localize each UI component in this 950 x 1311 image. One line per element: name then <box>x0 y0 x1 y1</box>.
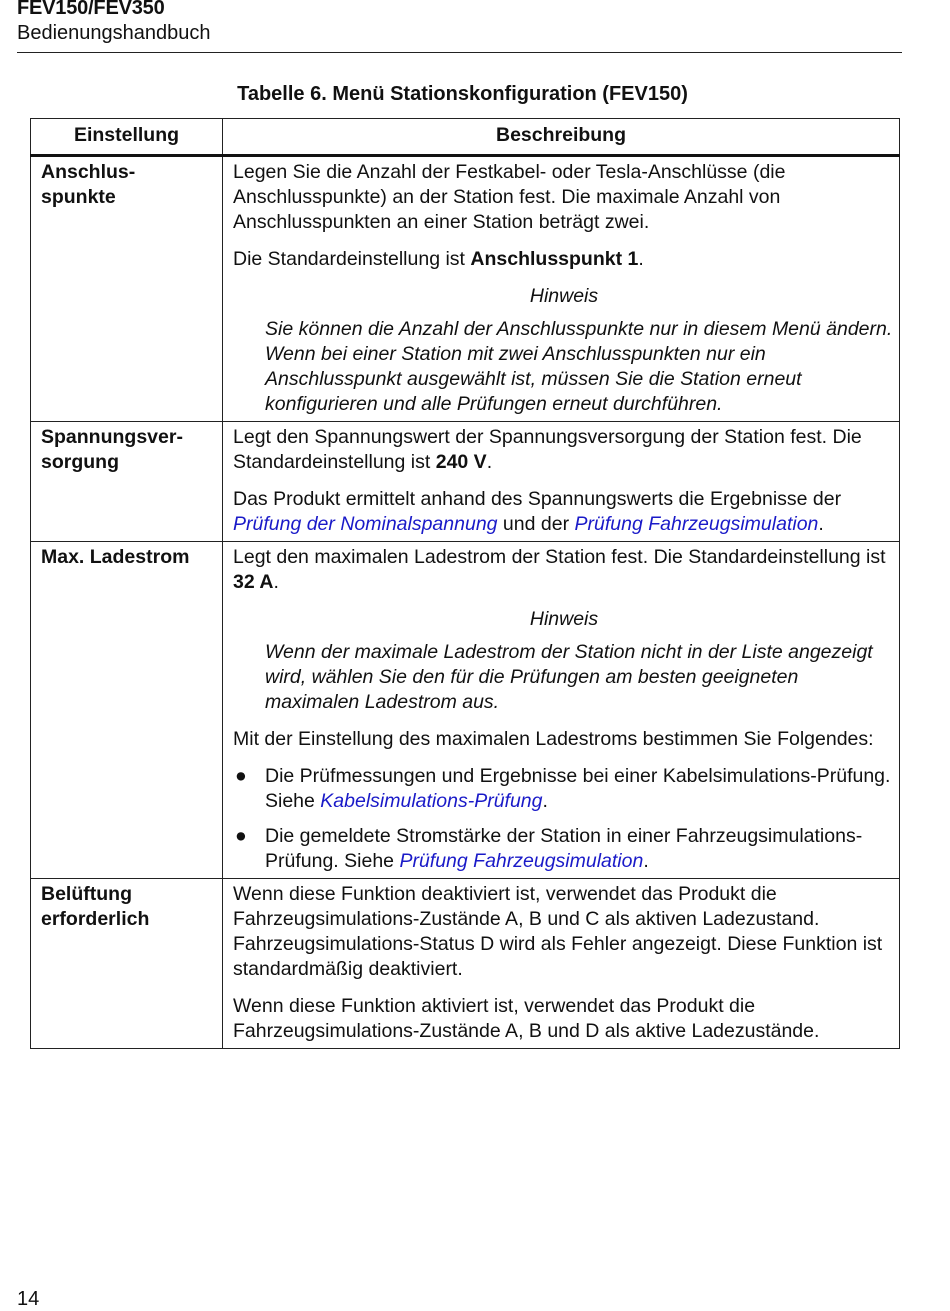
column-header-description: Beschreibung <box>223 119 900 156</box>
setting-name-cont: erforderlich <box>41 908 150 930</box>
setting-name: Belüftung <box>41 883 132 905</box>
header-divider <box>17 52 902 53</box>
default-value: 240 V <box>435 451 487 473</box>
default-value-paragraph: Die Standardeinstellung ist Anschlusspunkt 1. <box>233 248 644 270</box>
note-text: Wenn der maximale Ladestrom der Station nicht in der Liste angezeigt wird, wählen Sie den für die Prüfungen am besten geeigneten maximalen Ladestrom aus. <box>265 641 873 713</box>
table-header-row <box>31 119 900 156</box>
description-paragraph: Legen Sie die Anzahl der Festkabel- oder Tesla-Anschlüsse (die Anschlusspunkte) an der Station fest. Die maximale Anzahl von Anschlusspunkten an einer Station beträgt zwei. <box>233 161 786 233</box>
description-paragraph: Legt den maximalen Ladestrom der Station fest. Die Standardeinstellung ist 32 A. <box>233 546 886 593</box>
column-header-setting: Einstellung <box>31 119 223 156</box>
note-text: Sie können die Anzahl der Anschlusspunkte nur in diesem Menü ändern. Wenn bei einer Station mit zwei Anschlusspunkten nur ein Anschlusspunkt ausgewählt ist, müssen Sie die Station erneut konfigurieren und alle Prüfungen erneut durchführen. <box>265 318 893 415</box>
description-paragraph: Legt den Spannungswert der Spannungsversorgung der Station fest. Die Standardeinstellung ist 240 V. <box>233 426 862 473</box>
default-value: 32 A <box>233 571 274 593</box>
note-title: Hinweis <box>529 285 599 307</box>
document-subtitle: Bedienungshandbuch <box>17 22 211 44</box>
page-header <box>17 0 902 46</box>
bullet-list <box>233 764 895 874</box>
setting-name: Spannungsver- <box>41 426 183 448</box>
setting-cell <box>31 156 223 422</box>
product-name: FEV150/FEV350 <box>17 0 165 19</box>
station-config-table <box>30 118 900 1049</box>
table-row <box>31 542 900 879</box>
description-cell <box>223 422 900 542</box>
setting-cell <box>31 422 223 542</box>
link-nominal-voltage-test[interactable]: Prüfung der Nominalspannung <box>233 513 498 535</box>
setting-name-cont: spunkte <box>41 186 116 208</box>
page-number: 14 <box>17 1288 40 1310</box>
description-paragraph: Wenn diese Funktion aktiviert ist, verwendet das Produkt die Fahrzeugsimulations-Zustände A, B und D als aktive Ladezustände. <box>233 995 820 1042</box>
bullet-icon: ● <box>235 825 247 847</box>
table-row <box>31 156 900 422</box>
description-paragraph: Das Produkt ermittelt anhand des Spannungswerts die Ergebnisse der Prüfung der Nominalspannung und der Prüfung Fahrzeugsimulation. <box>233 488 842 535</box>
table-row <box>31 879 900 1049</box>
link-vehicle-simulation-test[interactable]: Prüfung Fahrzeugsimulation <box>574 513 819 535</box>
setting-name: Max. Ladestrom <box>41 546 190 568</box>
note-title: Hinweis <box>529 608 599 630</box>
default-value: Anschlusspunkt 1 <box>470 248 639 270</box>
list-item: ● Die gemeldete Stromstärke der Station in einer Fahrzeugsimulations-Prüfung. Siehe Prüfung Fahrzeugsimulation. <box>235 825 863 872</box>
link-cable-simulation-test[interactable]: Kabelsimulations-Prüfung <box>320 790 543 812</box>
table-caption: Tabelle 6. Menü Stationskonfiguration (FEV150) <box>237 83 688 105</box>
bullet-icon: ● <box>235 765 247 787</box>
description-paragraph: Wenn diese Funktion deaktiviert ist, verwendet das Produkt die Fahrzeugsimulations-Zustände A, B und C als aktiven Ladezustand. Fahrzeugsimulations-Status D wird als Fehler angezeigt. Diese Funktion ist standardmäßig deaktiviert. <box>233 883 883 980</box>
description-cell <box>223 156 900 422</box>
setting-cell <box>31 542 223 879</box>
description-paragraph: Mit der Einstellung des maximalen Ladestroms bestimmen Sie Folgendes: <box>233 728 874 750</box>
setting-cell <box>31 879 223 1049</box>
table-row <box>31 422 900 542</box>
list-item: ● Die Prüfmessungen und Ergebnisse bei einer Kabelsimulations-Prüfung. Siehe Kabelsimulations-Prüfung. <box>235 765 891 812</box>
description-cell <box>223 879 900 1049</box>
link-vehicle-simulation-test[interactable]: Prüfung Fahrzeugsimulation <box>399 850 644 872</box>
description-cell <box>223 542 900 879</box>
setting-name: Anschlus- <box>41 161 136 183</box>
setting-name-cont: sorgung <box>41 451 119 473</box>
